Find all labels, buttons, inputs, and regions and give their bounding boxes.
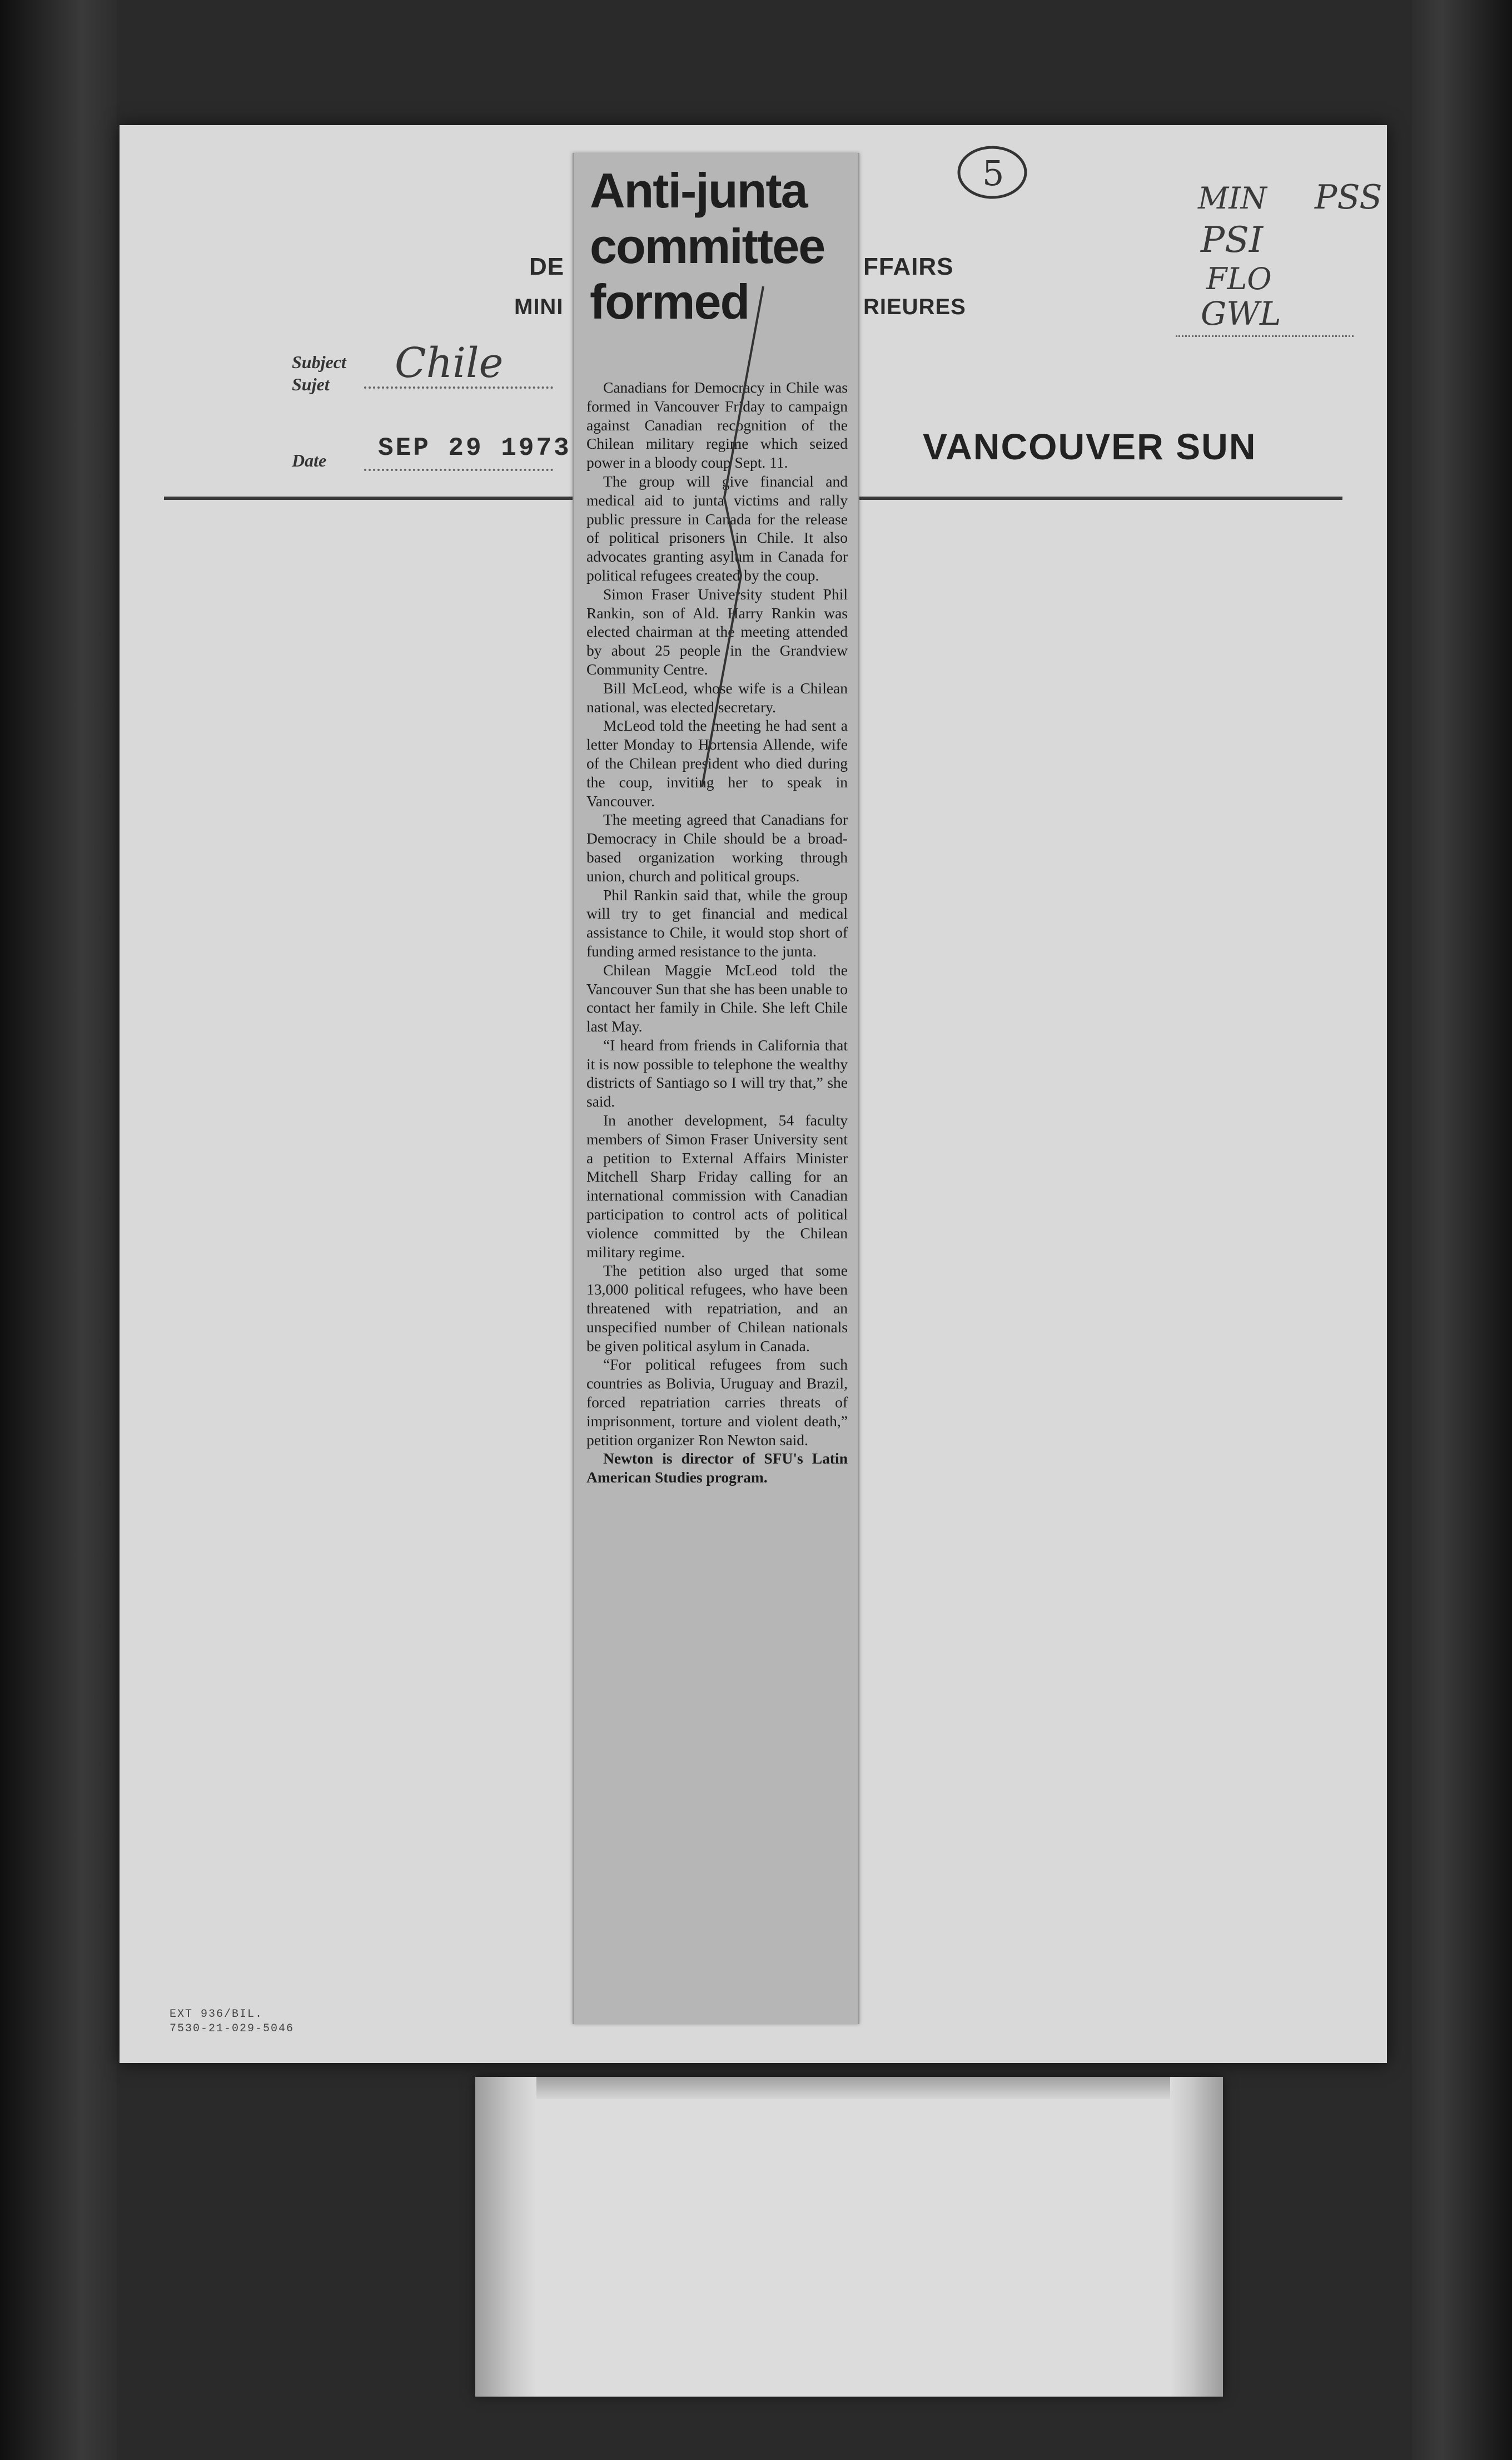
- envelope-left-flap: [475, 2077, 536, 2397]
- form-code: [170, 2007, 294, 2036]
- article-paragraph: Chilean Maggie McLeod told the Vancouver Sun that she has been unable to contact her family in Chile. She left Chile last May.: [586, 961, 848, 1035]
- article-paragraph: McLeod told the meeting he had sent a letter Monday to Hortensia Allende, wife of the Chilean president who died during the coup, inviting her to speak in Vancouver.: [586, 717, 848, 810]
- form-code-line-2: 7530-21-029-5046: [170, 2022, 295, 2035]
- article-paragraph: “For political refugees from such countries as Bolivia, Uruguay and Brazil, forced repatriation carries threats of imprisonment, torture and violent death,” petition organizer Ron Newton said.: [586, 1356, 848, 1449]
- distribution-underline: [1176, 335, 1354, 337]
- article-paragraph: The petition also urged that some 13,000 political refugees, who have been threatened with repatriation, and an unspecified number of Chilean nationals be given political asylum in Canada.: [586, 1262, 848, 1355]
- distribution-gwl: GWL: [1201, 295, 1281, 333]
- distribution-pss: PSS: [1315, 178, 1382, 217]
- form-header-right-1: FFAIRS: [863, 253, 954, 280]
- article-paragraph: “I heard from friends in California that it is now possible to telephone the wealthy districts of Santiago so I will try that,” she said.: [586, 1036, 848, 1110]
- article-paragraph: Simon Fraser University student Phil Rankin, son of Ald. Harry Rankin was elected chairman at the meeting attended by about 25 people in the Grandview Community Centre.: [586, 585, 848, 678]
- subject-label-fr: Sujet: [292, 374, 330, 394]
- article-paragraph: Bill McLeod, whose wife is a Chilean national, was elected secretary.: [586, 679, 848, 716]
- newspaper-stamp: VANCOUVER SUN: [923, 426, 1257, 467]
- pencil-mark: [680, 286, 769, 787]
- subject-handwritten: Chile: [395, 339, 504, 387]
- article-paragraph: Phil Rankin said that, while the group will try to get financial and medical assistance to Chile, it would stop short of funding armed resistance to the junta.: [586, 886, 848, 960]
- subject-label-en: Subject: [292, 352, 346, 372]
- form-header-right-2: RIEURES: [863, 295, 966, 319]
- form-header-left-1: DE: [529, 253, 565, 280]
- article-paragraph: Canadians for Democracy in Chile was formed in Vancouver Friday to campaign against Canadian recognition of the Chilean military regime which seized power in a bloody coup Sept. 11.: [586, 379, 848, 472]
- film-border-right: [1412, 0, 1512, 2460]
- article-paragraph: Newton is director of SFU's Latin American Studies program.: [586, 1450, 848, 1486]
- date-label: Date: [292, 450, 327, 470]
- article-paragraph: The group will give financial and medical aid to junta victims and rally public pressure in Canada for the release of political prisoners in Chile. It also advocates granting asylum in Canada for political refugees created by the coup.: [586, 472, 848, 584]
- date-dotted-line: [364, 469, 553, 471]
- svg-text:5: 5: [982, 153, 1004, 194]
- distribution-psi: PSI: [1201, 220, 1264, 261]
- clipping-form-sheet: [120, 125, 1387, 2063]
- article-paragraph: In another development, 54 faculty members of Simon Fraser University sent a petition to External Affairs Minister Mitchell Sharp Friday calling for an international commission with Canadian participation to control acts of political violence committed by the Chilean military regime.: [586, 1112, 848, 1261]
- distribution-min: MIN: [1198, 181, 1267, 216]
- form-header-left-2: MINI: [514, 295, 564, 319]
- distribution-flo: FLO: [1206, 261, 1272, 296]
- film-border-left: [0, 0, 117, 2460]
- date-stamp: SEP 29 1973: [378, 434, 571, 463]
- envelope-top-edge: [475, 2077, 1223, 2099]
- folded-envelope: [475, 2077, 1223, 2397]
- envelope-right-flap: [1170, 2077, 1223, 2397]
- circled-number-annotation: [953, 142, 1031, 203]
- form-code-line-1: EXT 936/BIL.: [170, 2008, 263, 2021]
- clipping-headline: Anti-junta committee formed: [590, 163, 825, 329]
- newspaper-clipping: [573, 153, 859, 2024]
- article-paragraph: The meeting agreed that Canadians for Democracy in Chile should be a broad-based organization working through union, church and political groups.: [586, 811, 848, 885]
